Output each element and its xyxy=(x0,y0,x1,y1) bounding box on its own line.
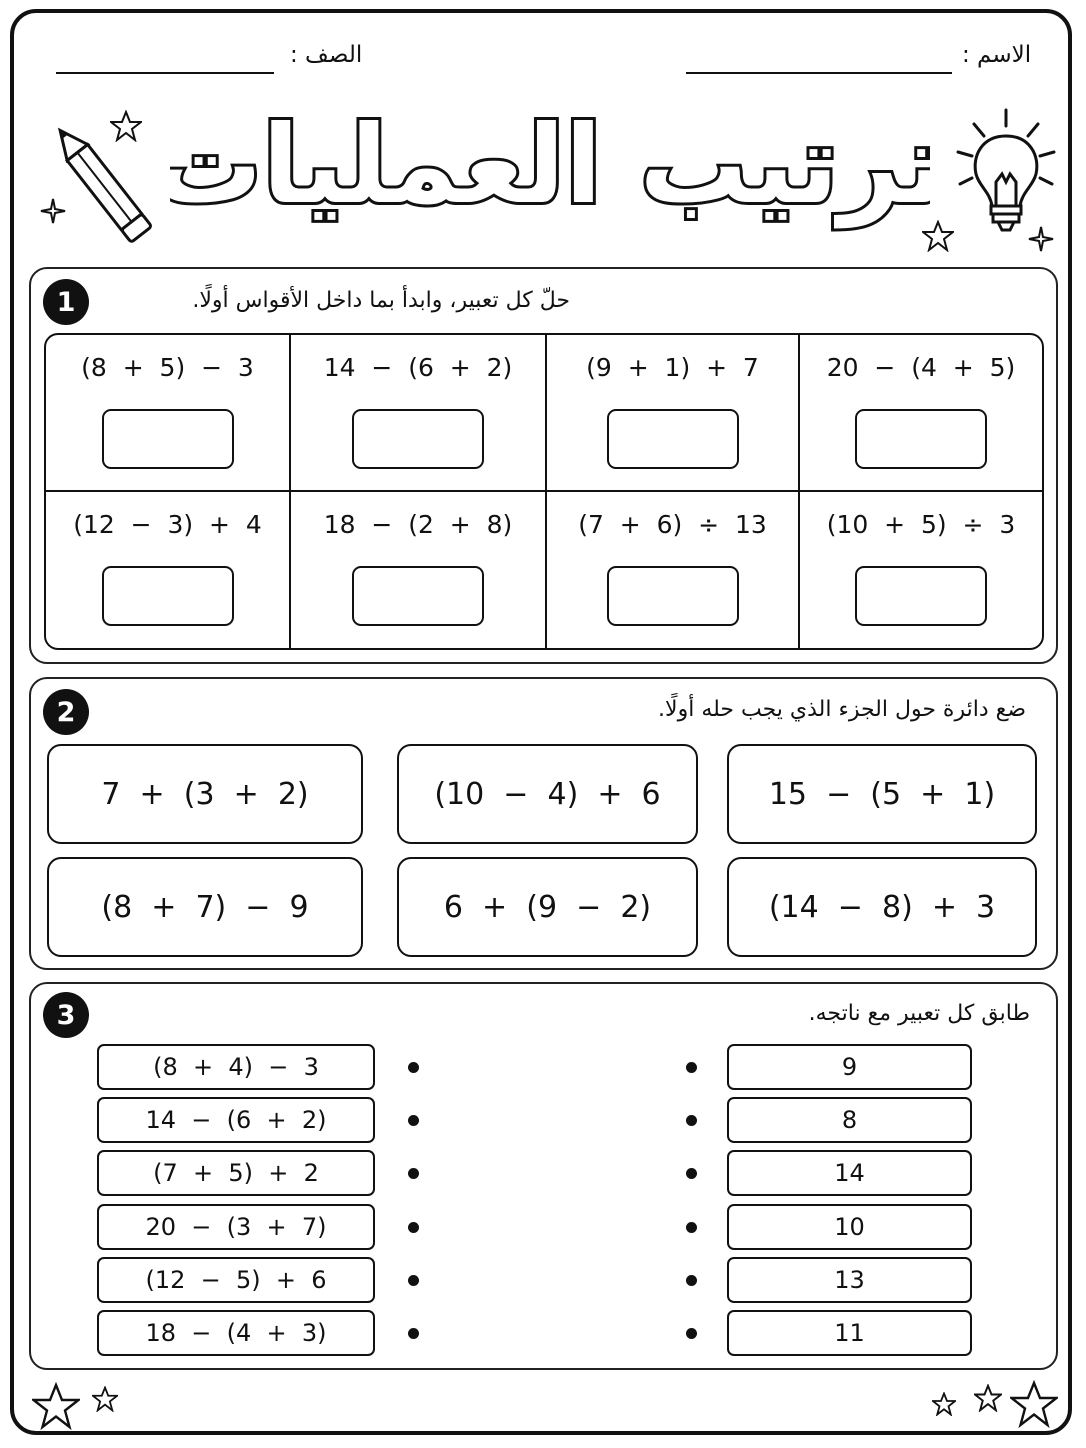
answer-box[interactable] xyxy=(102,409,234,469)
problem-cell xyxy=(547,492,800,649)
match-expression[interactable]: 14 − (6 + 2) xyxy=(97,1097,375,1143)
lightbulb-icon xyxy=(946,106,1066,246)
answer-box[interactable] xyxy=(607,566,739,626)
pencil-icon xyxy=(40,116,160,251)
match-dot-right[interactable] xyxy=(686,1062,697,1073)
circle-item[interactable]: 6 + (9 − 2) xyxy=(397,857,698,957)
star-icon xyxy=(40,198,66,228)
problem-expression: (8 + 5) − 3 xyxy=(81,353,254,382)
answer-box[interactable] xyxy=(607,409,739,469)
match-dot-left[interactable] xyxy=(408,1275,419,1286)
match-expression[interactable]: 18 − (4 + 3) xyxy=(97,1310,375,1356)
match-result[interactable]: 11 xyxy=(727,1310,972,1356)
section-1-number: 1 xyxy=(43,279,89,325)
match-result[interactable]: 10 xyxy=(727,1204,972,1250)
section-3-number: 3 xyxy=(43,992,89,1038)
match-expression[interactable]: (12 − 5) + 6 xyxy=(97,1257,375,1303)
problem-cell xyxy=(800,492,1042,649)
circle-item[interactable]: (14 − 8) + 3 xyxy=(727,857,1037,957)
problem-expression: 14 − (6 + 2) xyxy=(323,353,513,382)
match-dot-left[interactable] xyxy=(408,1222,419,1233)
star-icon xyxy=(1010,1380,1058,1432)
title-text: ترتيب العمليات xyxy=(170,103,930,228)
problem-cell xyxy=(547,335,800,492)
problem-expression: (9 + 1) + 7 xyxy=(586,353,759,382)
match-dot-left[interactable] xyxy=(408,1168,419,1179)
name-label: الاسم : xyxy=(962,42,1032,68)
section-2-number: 2 xyxy=(43,689,89,735)
answer-box[interactable] xyxy=(352,566,484,626)
star-icon xyxy=(932,1392,956,1420)
match-dot-right[interactable] xyxy=(686,1222,697,1233)
match-result[interactable]: 14 xyxy=(727,1150,972,1196)
star-icon xyxy=(110,110,142,146)
star-icon xyxy=(974,1384,1002,1416)
problem-expression: 18 − (2 + 8) xyxy=(323,509,513,539)
circle-item[interactable]: 15 − (5 + 1) xyxy=(727,744,1037,844)
star-icon xyxy=(922,220,954,256)
star-icon xyxy=(92,1386,118,1416)
problem-expression: (7 + 6) ÷ 13 xyxy=(578,509,767,539)
match-dot-right[interactable] xyxy=(686,1275,697,1286)
problem-grid xyxy=(44,333,1044,650)
match-dot-left[interactable] xyxy=(408,1328,419,1339)
circle-item[interactable]: (8 + 7) − 9 xyxy=(47,857,363,957)
section-3-instruction: طابق كل تعبير مع ناتجه. xyxy=(808,1001,1030,1026)
circle-item[interactable]: (10 − 4) + 6 xyxy=(397,744,698,844)
match-dot-right[interactable] xyxy=(686,1328,697,1339)
star-icon xyxy=(1028,226,1054,256)
match-dot-left[interactable] xyxy=(408,1115,419,1126)
match-expression[interactable]: (7 + 5) + 2 xyxy=(97,1150,375,1196)
answer-box[interactable] xyxy=(102,566,234,626)
match-dot-left[interactable] xyxy=(408,1062,419,1073)
match-result[interactable]: 8 xyxy=(727,1097,972,1143)
problem-cell xyxy=(800,335,1042,492)
answer-box[interactable] xyxy=(855,409,987,469)
match-result[interactable]: 13 xyxy=(727,1257,972,1303)
answer-box[interactable] xyxy=(352,409,484,469)
answer-box[interactable] xyxy=(855,566,987,626)
worksheet-title xyxy=(170,100,930,240)
problem-expression: (12 − 3) + 4 xyxy=(73,509,262,539)
name-field-line[interactable] xyxy=(686,72,952,74)
problem-cell xyxy=(46,335,291,492)
star-icon xyxy=(32,1382,80,1434)
circle-item[interactable]: 7 + (3 + 2) xyxy=(47,744,363,844)
problem-expression: 20 − (4 + 5) xyxy=(826,353,1016,382)
match-expression[interactable]: 20 − (3 + 7) xyxy=(97,1204,375,1250)
problem-cell xyxy=(291,492,547,649)
class-label: الصف : xyxy=(290,42,363,68)
section-1-instruction: حلّ كل تعبير، وابدأ بما داخل الأقواس أولًا. xyxy=(192,288,570,313)
class-field-line[interactable] xyxy=(56,72,274,74)
match-dot-right[interactable] xyxy=(686,1115,697,1126)
match-expression[interactable]: (8 + 4) − 3 xyxy=(97,1044,375,1090)
match-result[interactable]: 9 xyxy=(727,1044,972,1090)
problem-cell xyxy=(46,492,291,649)
problem-expression: (10 + 5) ÷ 3 xyxy=(826,509,1016,539)
problem-cell xyxy=(291,335,547,492)
match-dot-right[interactable] xyxy=(686,1168,697,1179)
section-2-instruction: ضع دائرة حول الجزء الذي يجب حله أولًا. xyxy=(658,697,1026,722)
